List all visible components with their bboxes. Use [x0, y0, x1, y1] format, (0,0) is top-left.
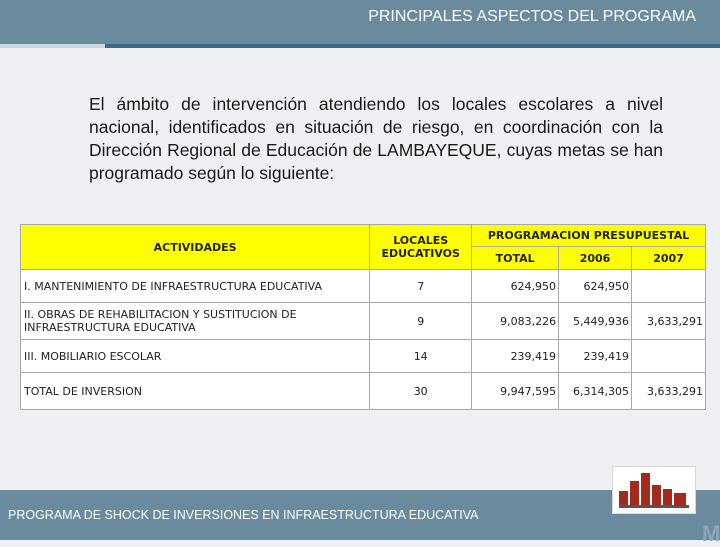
- cell-locales: 14: [370, 340, 472, 373]
- cell-actividad: III. MOBILIARIO ESCOLAR: [21, 340, 370, 373]
- program-logo: [612, 466, 696, 514]
- corner-watermark: M: [702, 521, 720, 546]
- header-2007: 2007: [632, 247, 706, 270]
- header-locales: LOCALES EDUCATIVOS: [370, 225, 472, 270]
- cell-locales: 30: [370, 373, 472, 410]
- header-bar: [0, 0, 720, 44]
- bar-chart-logo-icon: [613, 467, 695, 513]
- header-programacion: PROGRAMACION PRESUPUESTAL: [472, 225, 706, 247]
- table-row: [21, 303, 706, 340]
- footer-title: PROGRAMA DE SHOCK DE INVERSIONES EN INFRAESTRUCTURA EDUCATIVA: [8, 508, 479, 522]
- cell-actividad: II. OBRAS DE REHABILITACION Y SUSTITUCION DE INFRAESTRUCTURA EDUCATIVA: [21, 303, 370, 340]
- cell-2007: [632, 270, 706, 303]
- slide-title: PRINCIPALES ASPECTOS DEL PROGRAMA: [368, 8, 696, 25]
- cell-actividad: TOTAL DE INVERSION: [21, 373, 370, 410]
- table-row: [21, 270, 706, 303]
- cell-total: 239,419: [472, 340, 559, 373]
- cell-2006: 6,314,305: [559, 373, 632, 410]
- cell-2007: [632, 340, 706, 373]
- cell-2006: 239,419: [559, 340, 632, 373]
- table-row: [21, 373, 706, 410]
- cell-actividad: I. MANTENIMIENTO DE INFRAESTRUCTURA EDUCATIVA: [21, 270, 370, 303]
- header-rule: [0, 44, 720, 48]
- cell-2007: 3,633,291: [632, 303, 706, 340]
- cell-locales: 7: [370, 270, 472, 303]
- header-2006: 2006: [559, 247, 632, 270]
- table-row: [21, 340, 706, 373]
- header-activities: ACTIVIDADES: [21, 225, 370, 270]
- cell-total: 624,950: [472, 270, 559, 303]
- cell-2007: 3,633,291: [632, 373, 706, 410]
- cell-total: 9,947,595: [472, 373, 559, 410]
- budget-table: [20, 224, 706, 410]
- cell-2006: 624,950: [559, 270, 632, 303]
- cell-locales: 9: [370, 303, 472, 340]
- header-rule-accent: [0, 44, 105, 48]
- header-total: TOTAL: [472, 247, 559, 270]
- intro-paragraph: El ámbito de intervención atendiendo los locales escolares a nivel nacional, identificados en situación de riesgo, en coordinación con la Dirección Regional de Educación de LAMBAYEQUE, cuyas metas se han programado según lo siguiente:: [89, 94, 663, 183]
- cell-2006: 5,449,936: [559, 303, 632, 340]
- cell-total: 9,083,226: [472, 303, 559, 340]
